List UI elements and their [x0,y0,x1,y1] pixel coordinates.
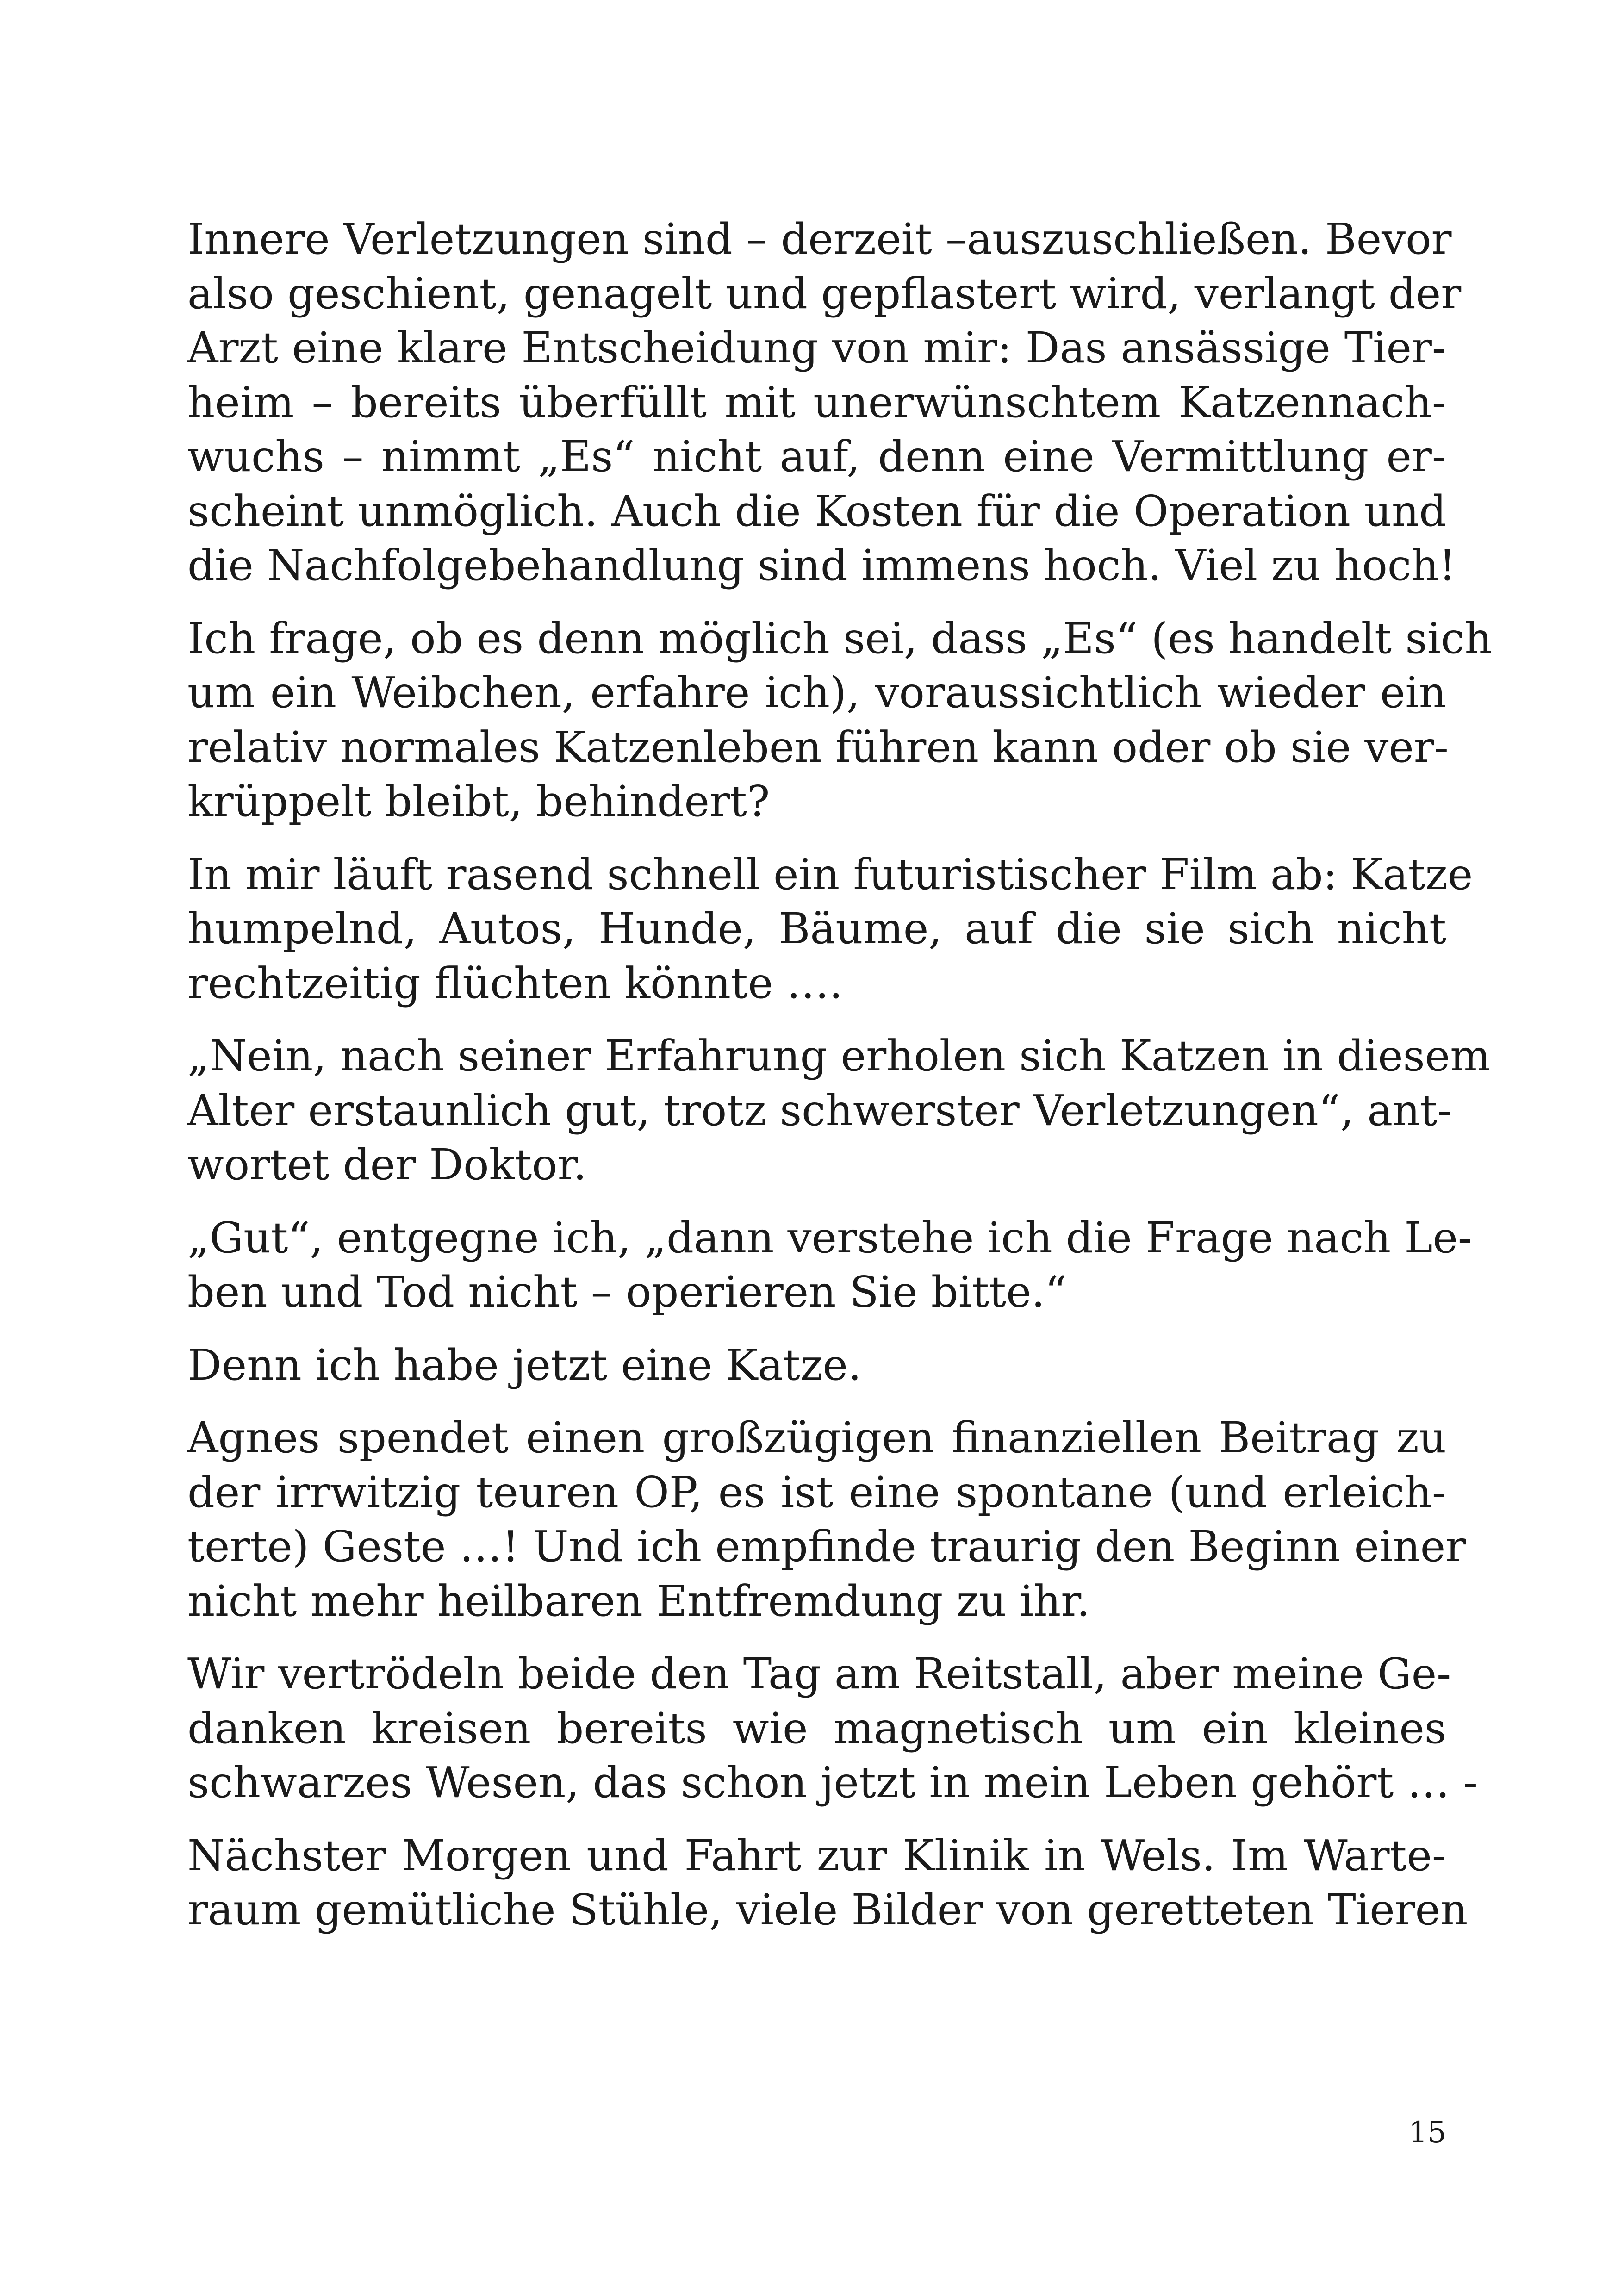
paragraph [187,847,1473,1011]
text-line: In mir läuft rasend schnell ein futuristischer Film ab: Katze [187,849,1473,899]
text-line: Denn ich habe jetzt eine Katze. [187,1340,862,1390]
text-line: krüppelt bleibt, behindert? [187,777,770,826]
text-line: „Nein, nach seiner Erfahrung erholen sich Katzen in diesem [187,1031,1491,1081]
text-line: danken kreisen bereits wie magnetisch um ein kleines [187,1703,1446,1753]
text-line: also geschient, genagelt und gepflastert wird, verlangt der [187,268,1462,318]
text-line: scheint unmöglich. Auch die Kosten für die Operation und [187,486,1446,536]
text-line: der irrwitzig teuren OP, es ist eine spontane (und erleich- [187,1467,1446,1517]
text-line: Agnes spendet einen großzügigen finanziellen Beitrag zu [187,1413,1446,1462]
text-line: schwarzes Wesen, das schon jetzt in mein Leben gehört … - [187,1758,1478,1807]
text-line: ben und Tod nicht – operieren Sie bitte.“ [187,1267,1067,1317]
paragraph [187,611,1492,829]
text-line: Nächster Morgen und Fahrt zur Klinik in Wels. Im Warte- [187,1830,1446,1880]
paragraph [187,1411,1466,1628]
text-line: wuchs – nimmt „Es“ nicht auf, denn eine Vermittlung er- [187,432,1446,481]
text-line: relativ normales Katzenleben führen kann oder ob sie ver- [187,722,1449,772]
text-line: humpelnd, Autos, Hunde, Bäume, auf die sie sich nicht [187,904,1446,953]
text-line: Ich frage, ob es denn möglich sei, dass „Es“ (es handelt sich [187,613,1492,663]
paragraph [187,1829,1468,1937]
paragraph [187,1211,1472,1319]
page-number: 15 [1408,2116,1446,2150]
paragraph [187,1647,1478,1810]
text-line: Arzt eine klare Entscheidung von mir: Das ansässige Tier- [187,323,1446,373]
text-line: „Gut“, entgegne ich, „dann verstehe ich die Frage nach Le- [187,1213,1472,1263]
text-line: rechtzeitig flüchten könnte …. [187,958,843,1008]
text-line: terte) Geste …! Und ich empfinde traurig den Beginn einer [187,1522,1466,1571]
paragraph [187,1338,1446,1393]
text-line: wortet der Doktor. [187,1140,587,1189]
text-line: nicht mehr heilbaren Entfremdung zu ihr. [187,1576,1090,1626]
text-line: um ein Weibchen, erfahre ich), voraussichtlich wieder ein [187,668,1446,717]
text-line: Alter erstaunlich gut, trotz schwerster Verletzungen“, ant- [187,1085,1452,1135]
text-line: die Nachfolgebehandlung sind immens hoch. Viel zu hoch! [187,541,1456,590]
text-line: heim – bereits überfüllt mit unerwünschtem Katzennach- [187,377,1446,427]
text-line: Innere Verletzungen sind – derzeit –auszuschließen. Bevor [187,214,1452,264]
paragraph [187,212,1462,593]
text-line: raum gemütliche Stühle, viele Bilder von geretteten Tieren [187,1885,1468,1935]
text-line: Wir vertrödeln beide den Tag am Reitstall, aber meine Ge- [187,1649,1451,1699]
paragraph [187,1029,1491,1192]
page-body [187,212,1492,1956]
